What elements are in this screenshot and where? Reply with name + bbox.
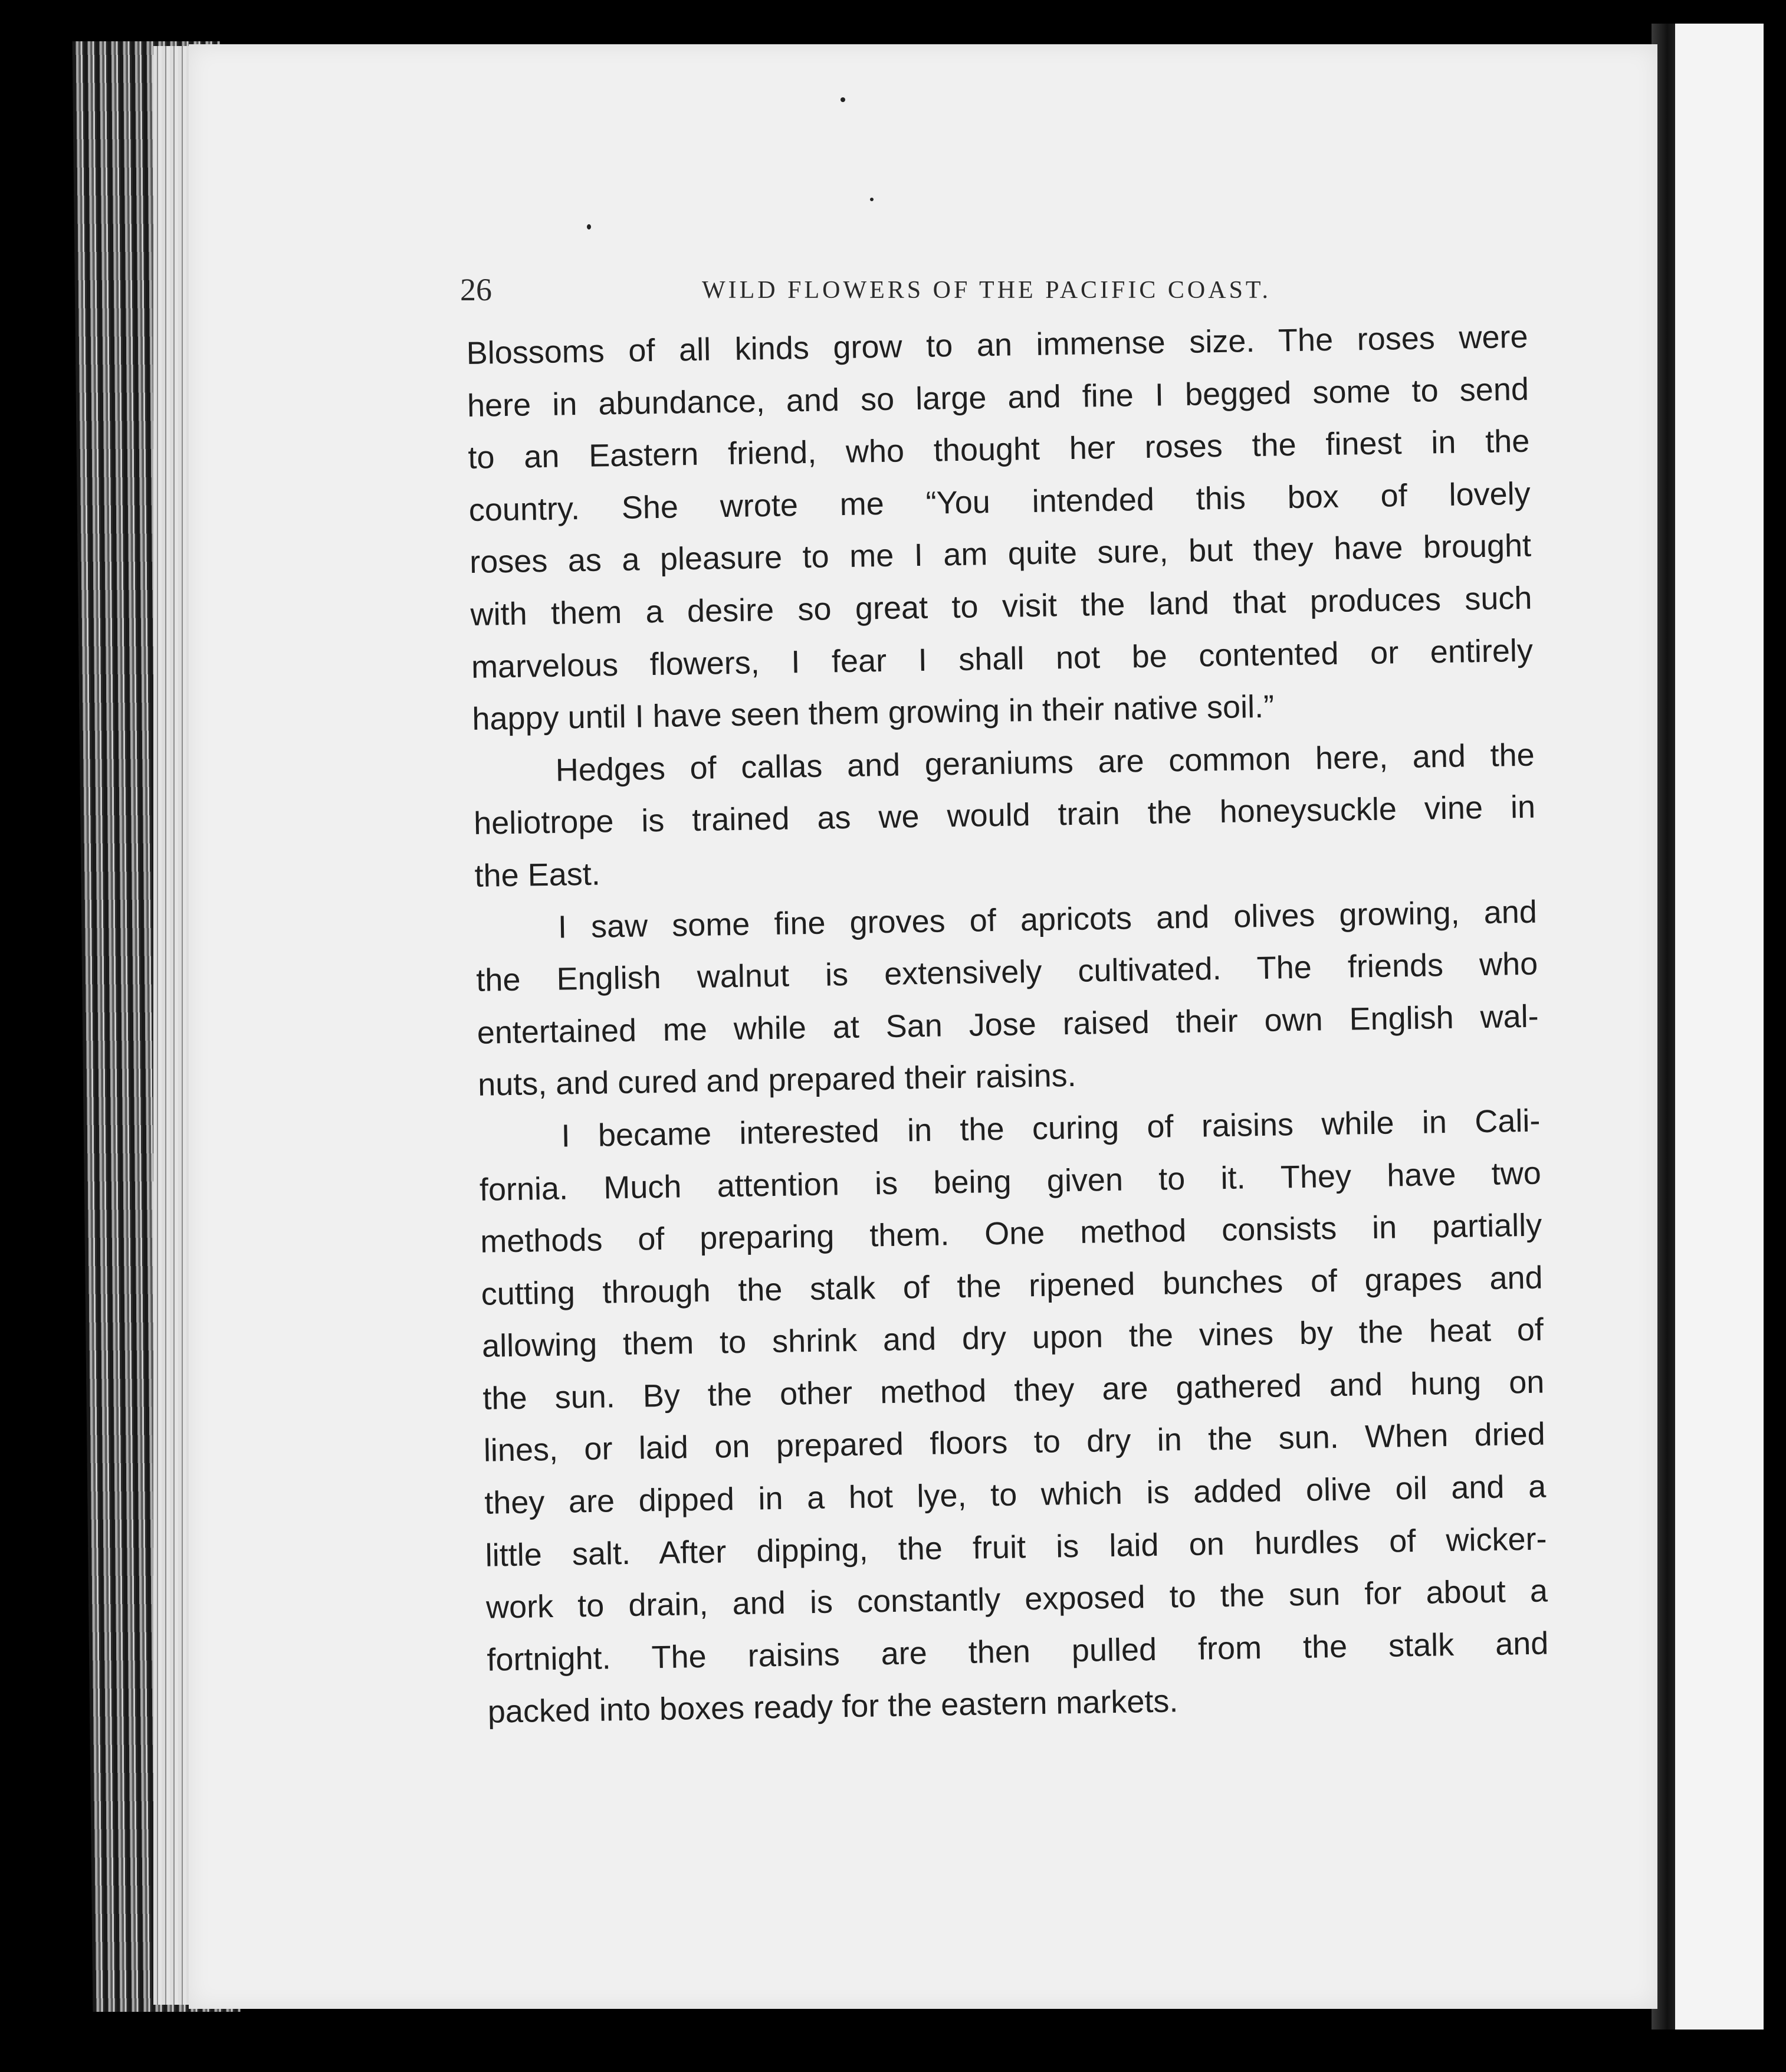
dust-speck <box>870 198 874 201</box>
text-line: fortnight. The raisins are then pulled from the stalk and <box>487 1625 1549 1678</box>
dust-speck <box>587 224 591 230</box>
running-title: WILD FLOWERS OF THE PACIFIC COAST. <box>702 277 1271 304</box>
text-line: to an Eastern friend, who thought her roses the finest in the <box>468 423 1530 476</box>
facing-page <box>1675 24 1764 2030</box>
text-line: marvelous flowers, I fear I shall not be contented or entirely <box>471 632 1534 685</box>
text-line: country. She wrote me “You intended this box of lovely <box>468 476 1531 528</box>
text-line: little salt. After dipping, the fruit is laid on hurdles of wicker- <box>485 1521 1547 1573</box>
text-line: packed into boxes ready for the eastern markets. <box>487 1683 1178 1730</box>
text-line: allowing them to shrink and dry upon the vines by the heat of <box>481 1312 1544 1365</box>
text-line: heliotrope is trained as we would train the honeysuckle vine in <box>473 789 1536 842</box>
text-line: roses as a pleasure to me I am quite sure, but they have brought <box>469 528 1532 581</box>
body-text <box>466 311 1549 1739</box>
text-line: Blossoms of all kinds grow to an immense size. The roses were <box>466 319 1528 371</box>
text-line: here in abundance, and so large and fine I begged some to send <box>467 371 1529 424</box>
text-line: I saw some fine groves of apricots and olives growing, and <box>557 894 1538 945</box>
dust-speck <box>841 97 845 102</box>
page-edges <box>153 46 189 2005</box>
text-line: Hedges of callas and geraniums are common here, and the <box>555 737 1535 788</box>
text-line: work to drain, and is constantly exposed to the sun for about a <box>485 1573 1548 1625</box>
text-line: the sun. By the other method they are gathered and hung on <box>482 1364 1545 1417</box>
text-line: nuts, and cured and prepared their raisins. <box>477 1058 1077 1103</box>
text-line: fornia. Much attention is being given to it. They have two <box>479 1155 1542 1208</box>
text-line: happy until I have seen them growing in their native soil.” <box>471 689 1275 737</box>
text-line: the English walnut is extensively cultivated. The friends who <box>475 946 1538 998</box>
text-line: I became interested in the curing of raisins while in Cali- <box>561 1103 1541 1154</box>
text-line: entertained me while at San Jose raised their own English wal- <box>477 998 1539 1051</box>
text-line: with them a desire so great to visit the land that produces such <box>470 580 1532 632</box>
text-line: they are dipped in a hot lye, to which is added olive oil and a <box>484 1468 1547 1521</box>
text-line: lines, or laid on prepared floors to dry in the sun. When dried <box>483 1416 1546 1469</box>
text-line: methods of preparing them. One method consists in partially <box>480 1207 1542 1260</box>
page-number: 26 <box>460 272 492 307</box>
text-line: cutting through the stalk of the ripened bunches of grapes and <box>481 1260 1543 1312</box>
text-line: the East. <box>474 856 601 894</box>
